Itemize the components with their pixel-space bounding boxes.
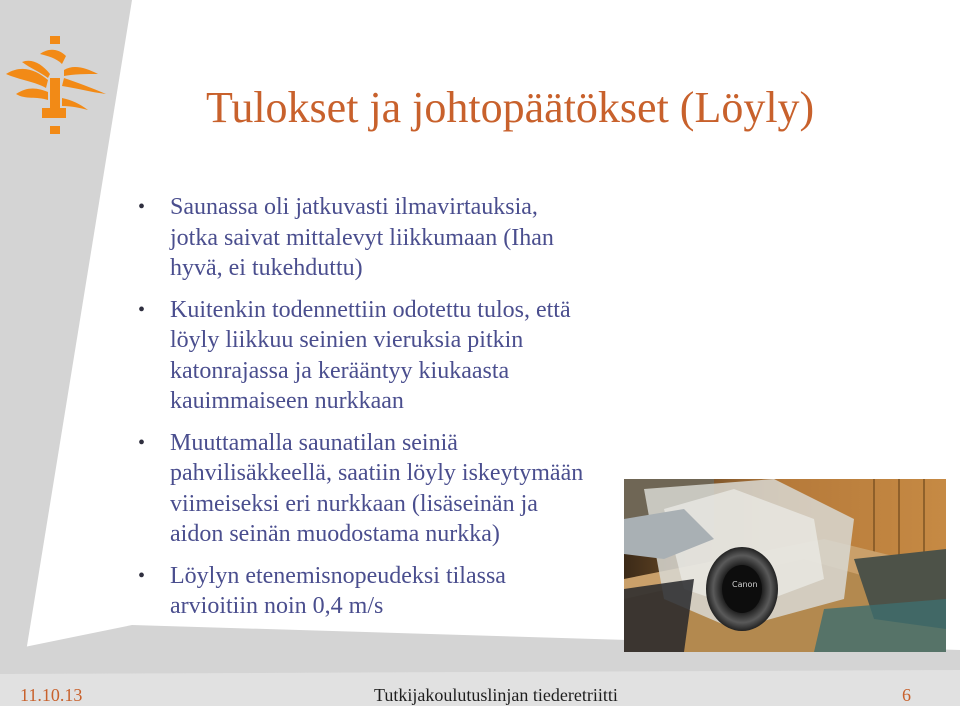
bullet-item (138, 428, 638, 550)
bullet-dot: • (138, 298, 146, 321)
bullet-line: jotka saivat mittalevyt liikkumaan (Ihan (170, 224, 554, 251)
footer-date: 11.10.13 (20, 685, 83, 705)
bullet-line: viimeiseksi eri nurkkaan (lisäseinän ja (170, 490, 538, 517)
bullet-line: löyly liikkuu seinien vieruksia pitkin (170, 327, 524, 353)
university-flame-logo-icon (2, 34, 108, 138)
bullet-item (138, 192, 638, 284)
bullet-item (138, 561, 638, 622)
bullet-line: Muuttamalla saunatilan seiniä (170, 429, 458, 456)
bullet-line: Saunassa oli jatkuvasti ilmavirtauksia, (170, 194, 538, 220)
bullet-item (138, 295, 638, 417)
bullet-dot: • (138, 564, 146, 587)
bullet-line: Kuitenkin todennettiin odotettu tulos, että (170, 296, 571, 323)
lens-brand-text: Canon (732, 580, 758, 589)
sauna-photo (624, 479, 946, 652)
bullet-line: hyvä, ei tukehduttu) (170, 255, 363, 281)
footer-title: Tutkijakoulutuslinjan tiederetriitti (374, 685, 618, 705)
bullet-list (138, 192, 638, 633)
page-number: 6 (902, 685, 911, 705)
bullet-line: kauimmaiseen nurkkaan (170, 388, 404, 414)
slide-title: Tulokset ja johtopäätökset (Löyly) (206, 83, 815, 132)
bullet-line: katonrajassa ja kerääntyy kiukaasta (170, 357, 510, 384)
bullet-line: aidon seinän muodostama nurkka) (170, 521, 500, 547)
bullet-dot: • (138, 431, 146, 454)
bullet-dot: • (138, 196, 146, 218)
bullet-line: Löylyn etenemisnopeudeksi tilassa (170, 562, 506, 589)
bullet-line: arvioitiin noin 0,4 m/s (170, 593, 384, 619)
bullet-line: pahvilisäkkeellä, saatiin löyly iskeytymään (170, 460, 584, 486)
